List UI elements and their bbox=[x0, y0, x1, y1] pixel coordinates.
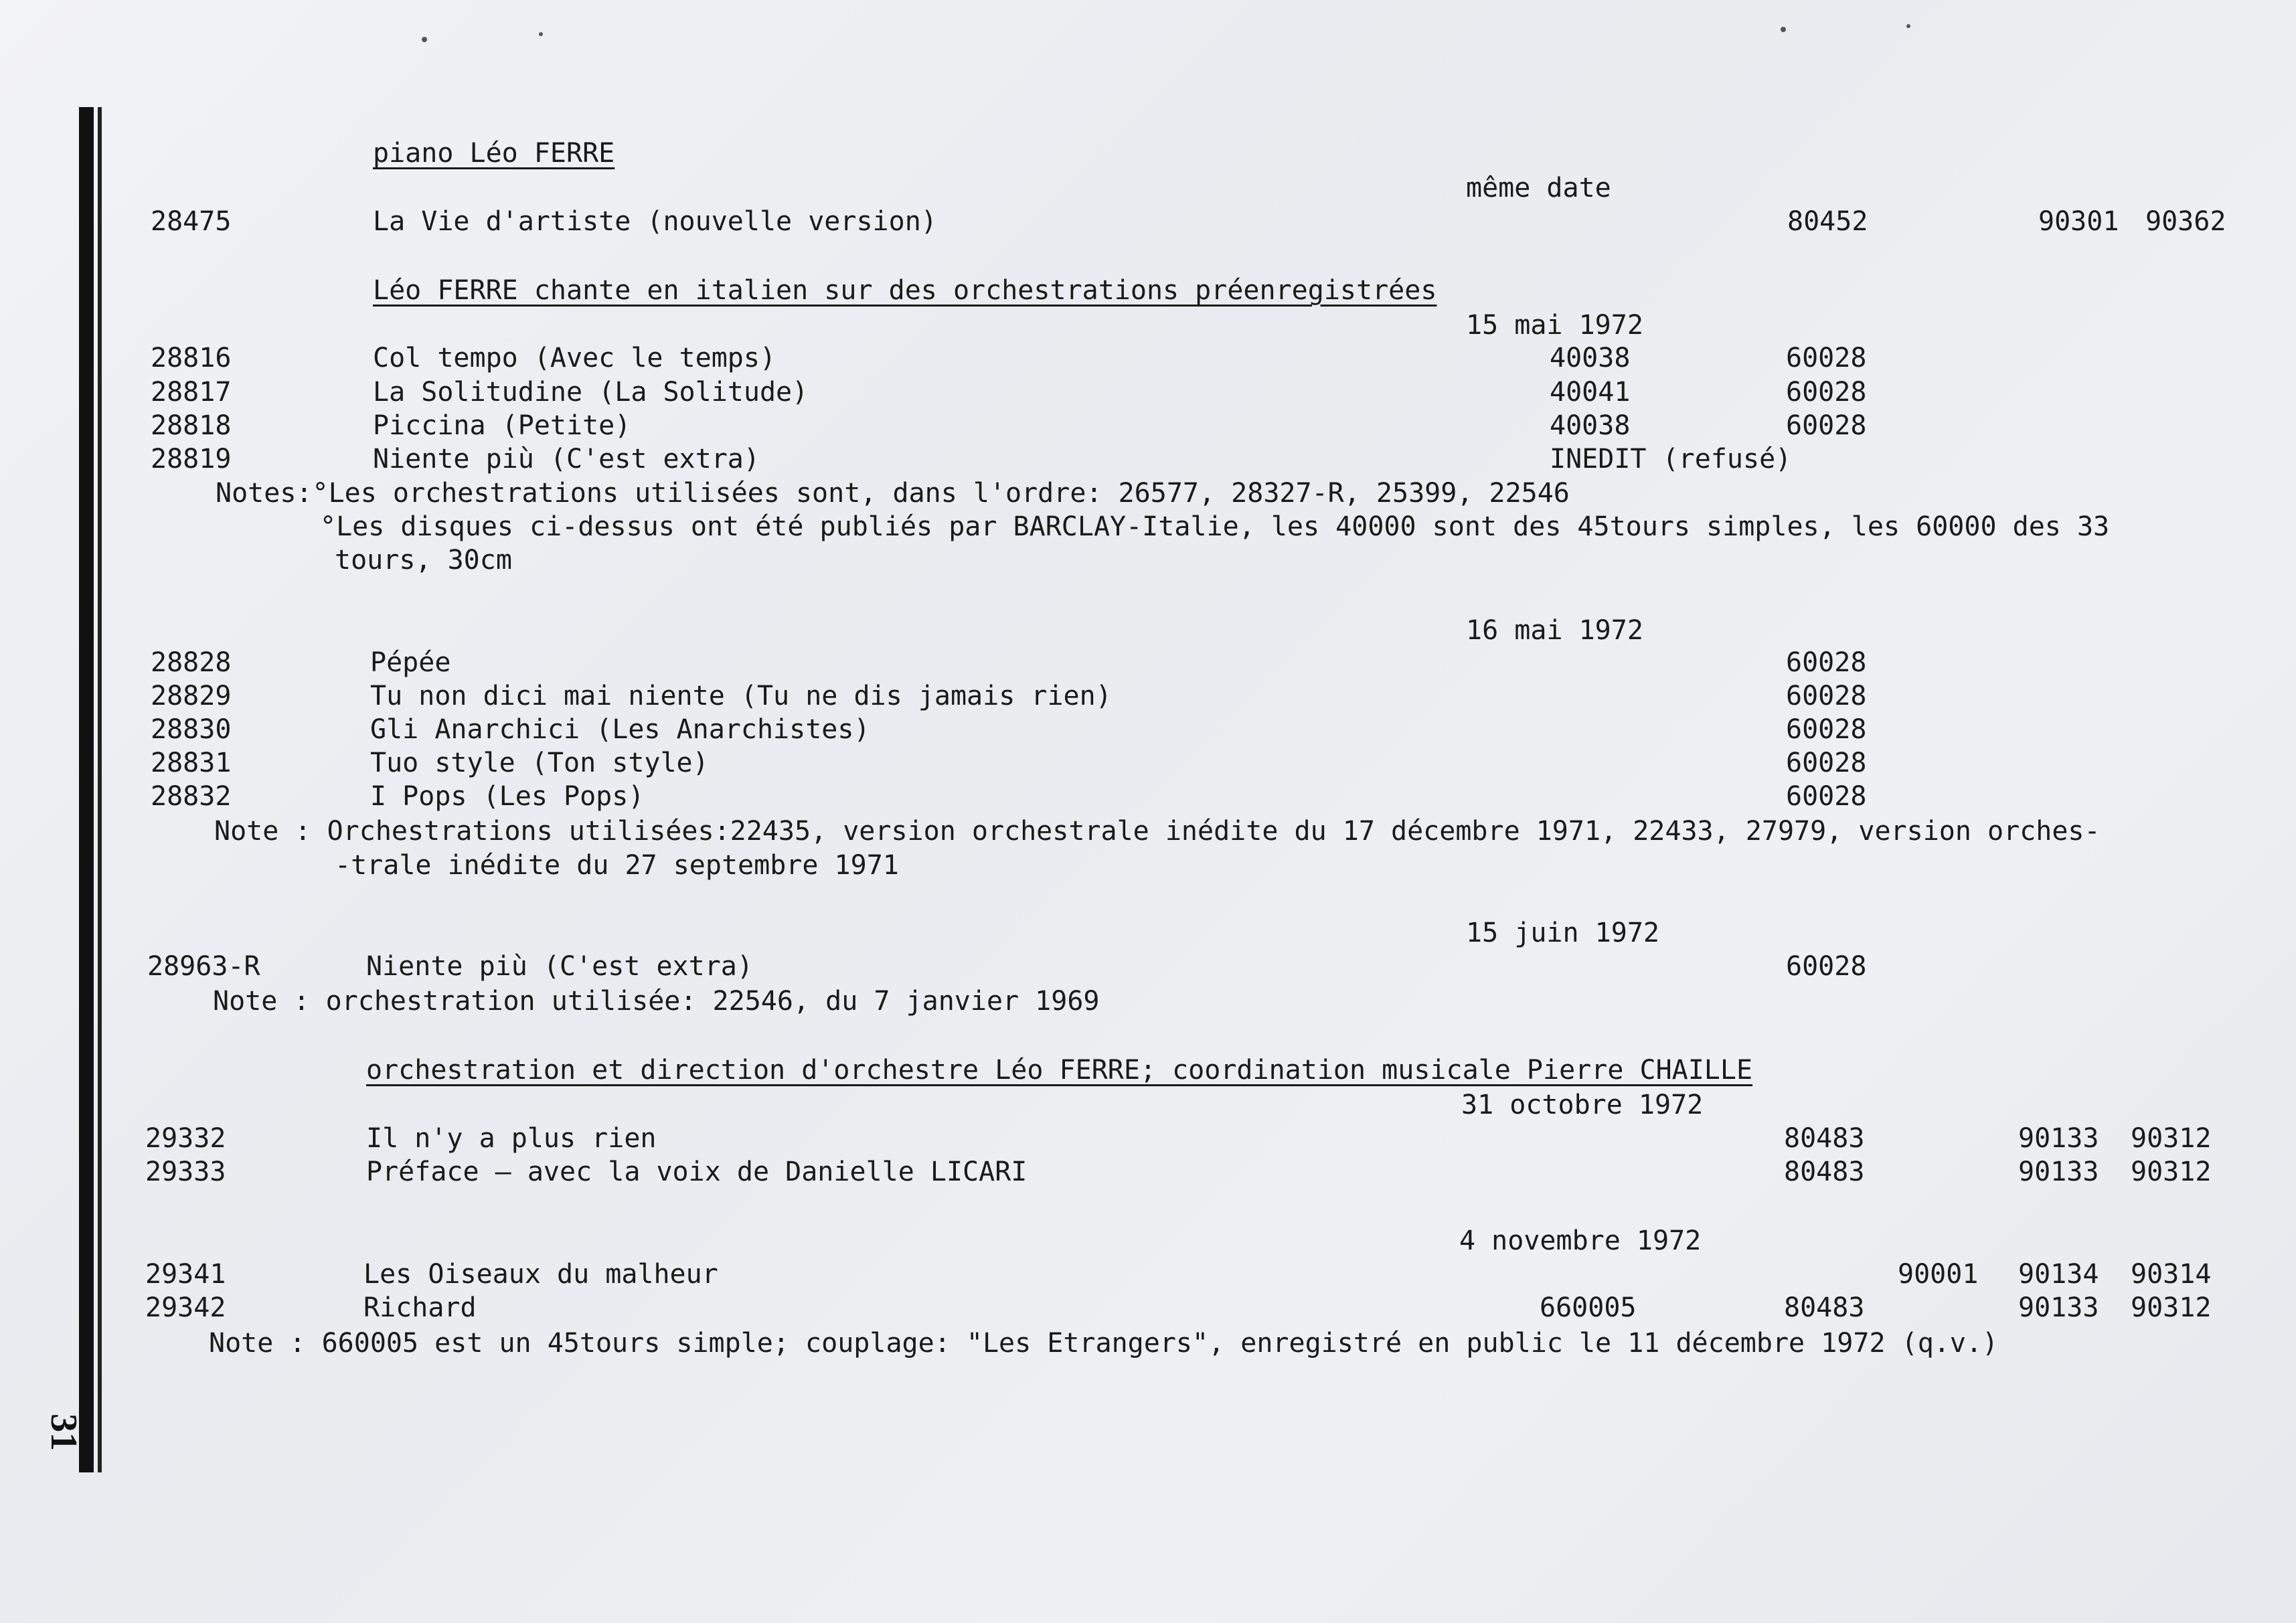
binding-edge-inner bbox=[98, 107, 102, 1472]
text-line: Il n'y a plus rien bbox=[366, 1123, 657, 1154]
text-line: 90133 bbox=[2018, 1123, 2099, 1154]
text-line: 60028 bbox=[1786, 748, 1867, 778]
text-line: 660005 bbox=[1540, 1292, 1637, 1323]
text-line: Piccina (Petite) bbox=[373, 410, 631, 441]
text-line: Col tempo (Avec le temps) bbox=[373, 343, 776, 373]
text-line: 60028 bbox=[1786, 681, 1867, 711]
text-line: Gli Anarchici (Les Anarchistes) bbox=[370, 714, 870, 745]
section-heading: orchestration et direction d'orchestre Léo FERRE; coordination musicale Pierre CHAILLE bbox=[366, 1055, 1753, 1086]
text-line: La Vie d'artiste (nouvelle version) bbox=[373, 206, 937, 237]
speck bbox=[422, 37, 427, 42]
text-line: -trale inédite du 27 septembre 1971 bbox=[335, 850, 899, 881]
text-line: °Les disques ci-dessus ont été publiés par BARCLAY-Italie, les 40000 sont des 45tours simples, les 60000 des 33 bbox=[320, 511, 2110, 542]
text-line: 29341 bbox=[145, 1259, 226, 1290]
text-line: 90133 bbox=[2018, 1157, 2099, 1187]
text-line: 90314 bbox=[2131, 1259, 2212, 1290]
text-line: 90312 bbox=[2131, 1292, 2212, 1323]
text-line: 60028 bbox=[1786, 410, 1867, 441]
text-line: 60028 bbox=[1786, 343, 1867, 373]
text-line: 29332 bbox=[145, 1123, 226, 1154]
text-line: Les Oiseaux du malheur bbox=[363, 1259, 718, 1290]
text-line: 28828 bbox=[151, 647, 232, 678]
section-heading: Léo FERRE chante en italien sur des orchestrations préenregistrées bbox=[373, 275, 1437, 306]
text-line: 28818 bbox=[151, 410, 232, 441]
text-line: 4 novembre 1972 bbox=[1459, 1225, 1702, 1256]
speck bbox=[539, 32, 543, 36]
text-line: 28831 bbox=[151, 748, 232, 778]
text-line: Tuo style (Ton style) bbox=[370, 748, 709, 778]
text-line: INEDIT (refusé) bbox=[1550, 444, 1792, 475]
text-line: 28829 bbox=[151, 681, 232, 711]
text-line: Niente più (C'est extra) bbox=[366, 951, 753, 982]
text-line: 40038 bbox=[1550, 410, 1631, 441]
text-line: 60028 bbox=[1786, 714, 1867, 745]
text-line: Note : Orchestrations utilisées:22435, version orchestrale inédite du 17 décembre 1971, 22433, 27979, version orches- bbox=[214, 816, 2101, 847]
text-line: Note : 660005 est un 45tours simple; couplage: "Les Etrangers", enregistré en public le 11 décembre 1972 (q.v.) bbox=[209, 1328, 1999, 1359]
text-line: 90312 bbox=[2131, 1157, 2212, 1187]
speck bbox=[1906, 24, 1910, 28]
text-line: 60028 bbox=[1786, 647, 1867, 678]
text-line: 29342 bbox=[145, 1292, 226, 1323]
text-line: 15 mai 1972 bbox=[1466, 310, 1643, 341]
text-line: Préface — avec la voix de Danielle LICARI bbox=[366, 1157, 1028, 1187]
text-line: 90134 bbox=[2018, 1259, 2099, 1290]
text-line: 31 octobre 1972 bbox=[1461, 1090, 1704, 1120]
text-line: 29333 bbox=[145, 1157, 226, 1187]
text-line: 80452 bbox=[1787, 206, 1868, 237]
text-line: 28832 bbox=[151, 781, 232, 812]
section-heading: piano Léo FERRE bbox=[373, 138, 615, 169]
text-line: Note : orchestration utilisée: 22546, du 7 janvier 1969 bbox=[213, 986, 1100, 1017]
text-line: 90362 bbox=[2145, 206, 2226, 237]
text-line: La Solitudine (La Solitude) bbox=[373, 377, 809, 408]
text-line: même date bbox=[1466, 173, 1611, 203]
text-line: 90001 bbox=[1898, 1259, 1979, 1290]
text-line: Pépée bbox=[370, 647, 451, 678]
text-line: tours, 30cm bbox=[335, 545, 512, 576]
speck bbox=[1781, 27, 1786, 32]
binding-edge bbox=[79, 107, 94, 1472]
text-line: 90301 bbox=[2038, 206, 2119, 237]
text-line: 60028 bbox=[1786, 377, 1867, 408]
text-line: Notes:°Les orchestrations utilisées sont, dans l'ordre: 26577, 28327-R, 25399, 22546 bbox=[216, 478, 1570, 509]
text-line: 60028 bbox=[1786, 781, 1867, 812]
text-line: 40038 bbox=[1550, 343, 1631, 373]
text-line: Tu non dici mai niente (Tu ne dis jamais rien) bbox=[370, 681, 1112, 711]
text-line: 40041 bbox=[1550, 377, 1631, 408]
text-line: 80483 bbox=[1784, 1292, 1865, 1323]
text-line: 28817 bbox=[151, 377, 232, 408]
text-line: 28963-R bbox=[147, 951, 260, 982]
text-line: 80483 bbox=[1784, 1157, 1865, 1187]
text-line: 15 juin 1972 bbox=[1466, 918, 1659, 948]
text-line: I Pops (Les Pops) bbox=[370, 781, 645, 812]
text-line: 28816 bbox=[151, 343, 232, 373]
text-line: 28830 bbox=[151, 714, 232, 745]
text-line: 90133 bbox=[2018, 1292, 2099, 1323]
page-number: 31 bbox=[43, 1414, 84, 1451]
text-line: 60028 bbox=[1786, 951, 1867, 982]
text-line: Richard bbox=[363, 1292, 477, 1323]
text-line: Niente più (C'est extra) bbox=[373, 444, 760, 475]
text-line: 16 mai 1972 bbox=[1466, 615, 1643, 646]
text-line: 80483 bbox=[1784, 1123, 1865, 1154]
text-line: 28819 bbox=[151, 444, 232, 475]
text-line: 28475 bbox=[151, 206, 232, 237]
text-line: 90312 bbox=[2131, 1123, 2212, 1154]
